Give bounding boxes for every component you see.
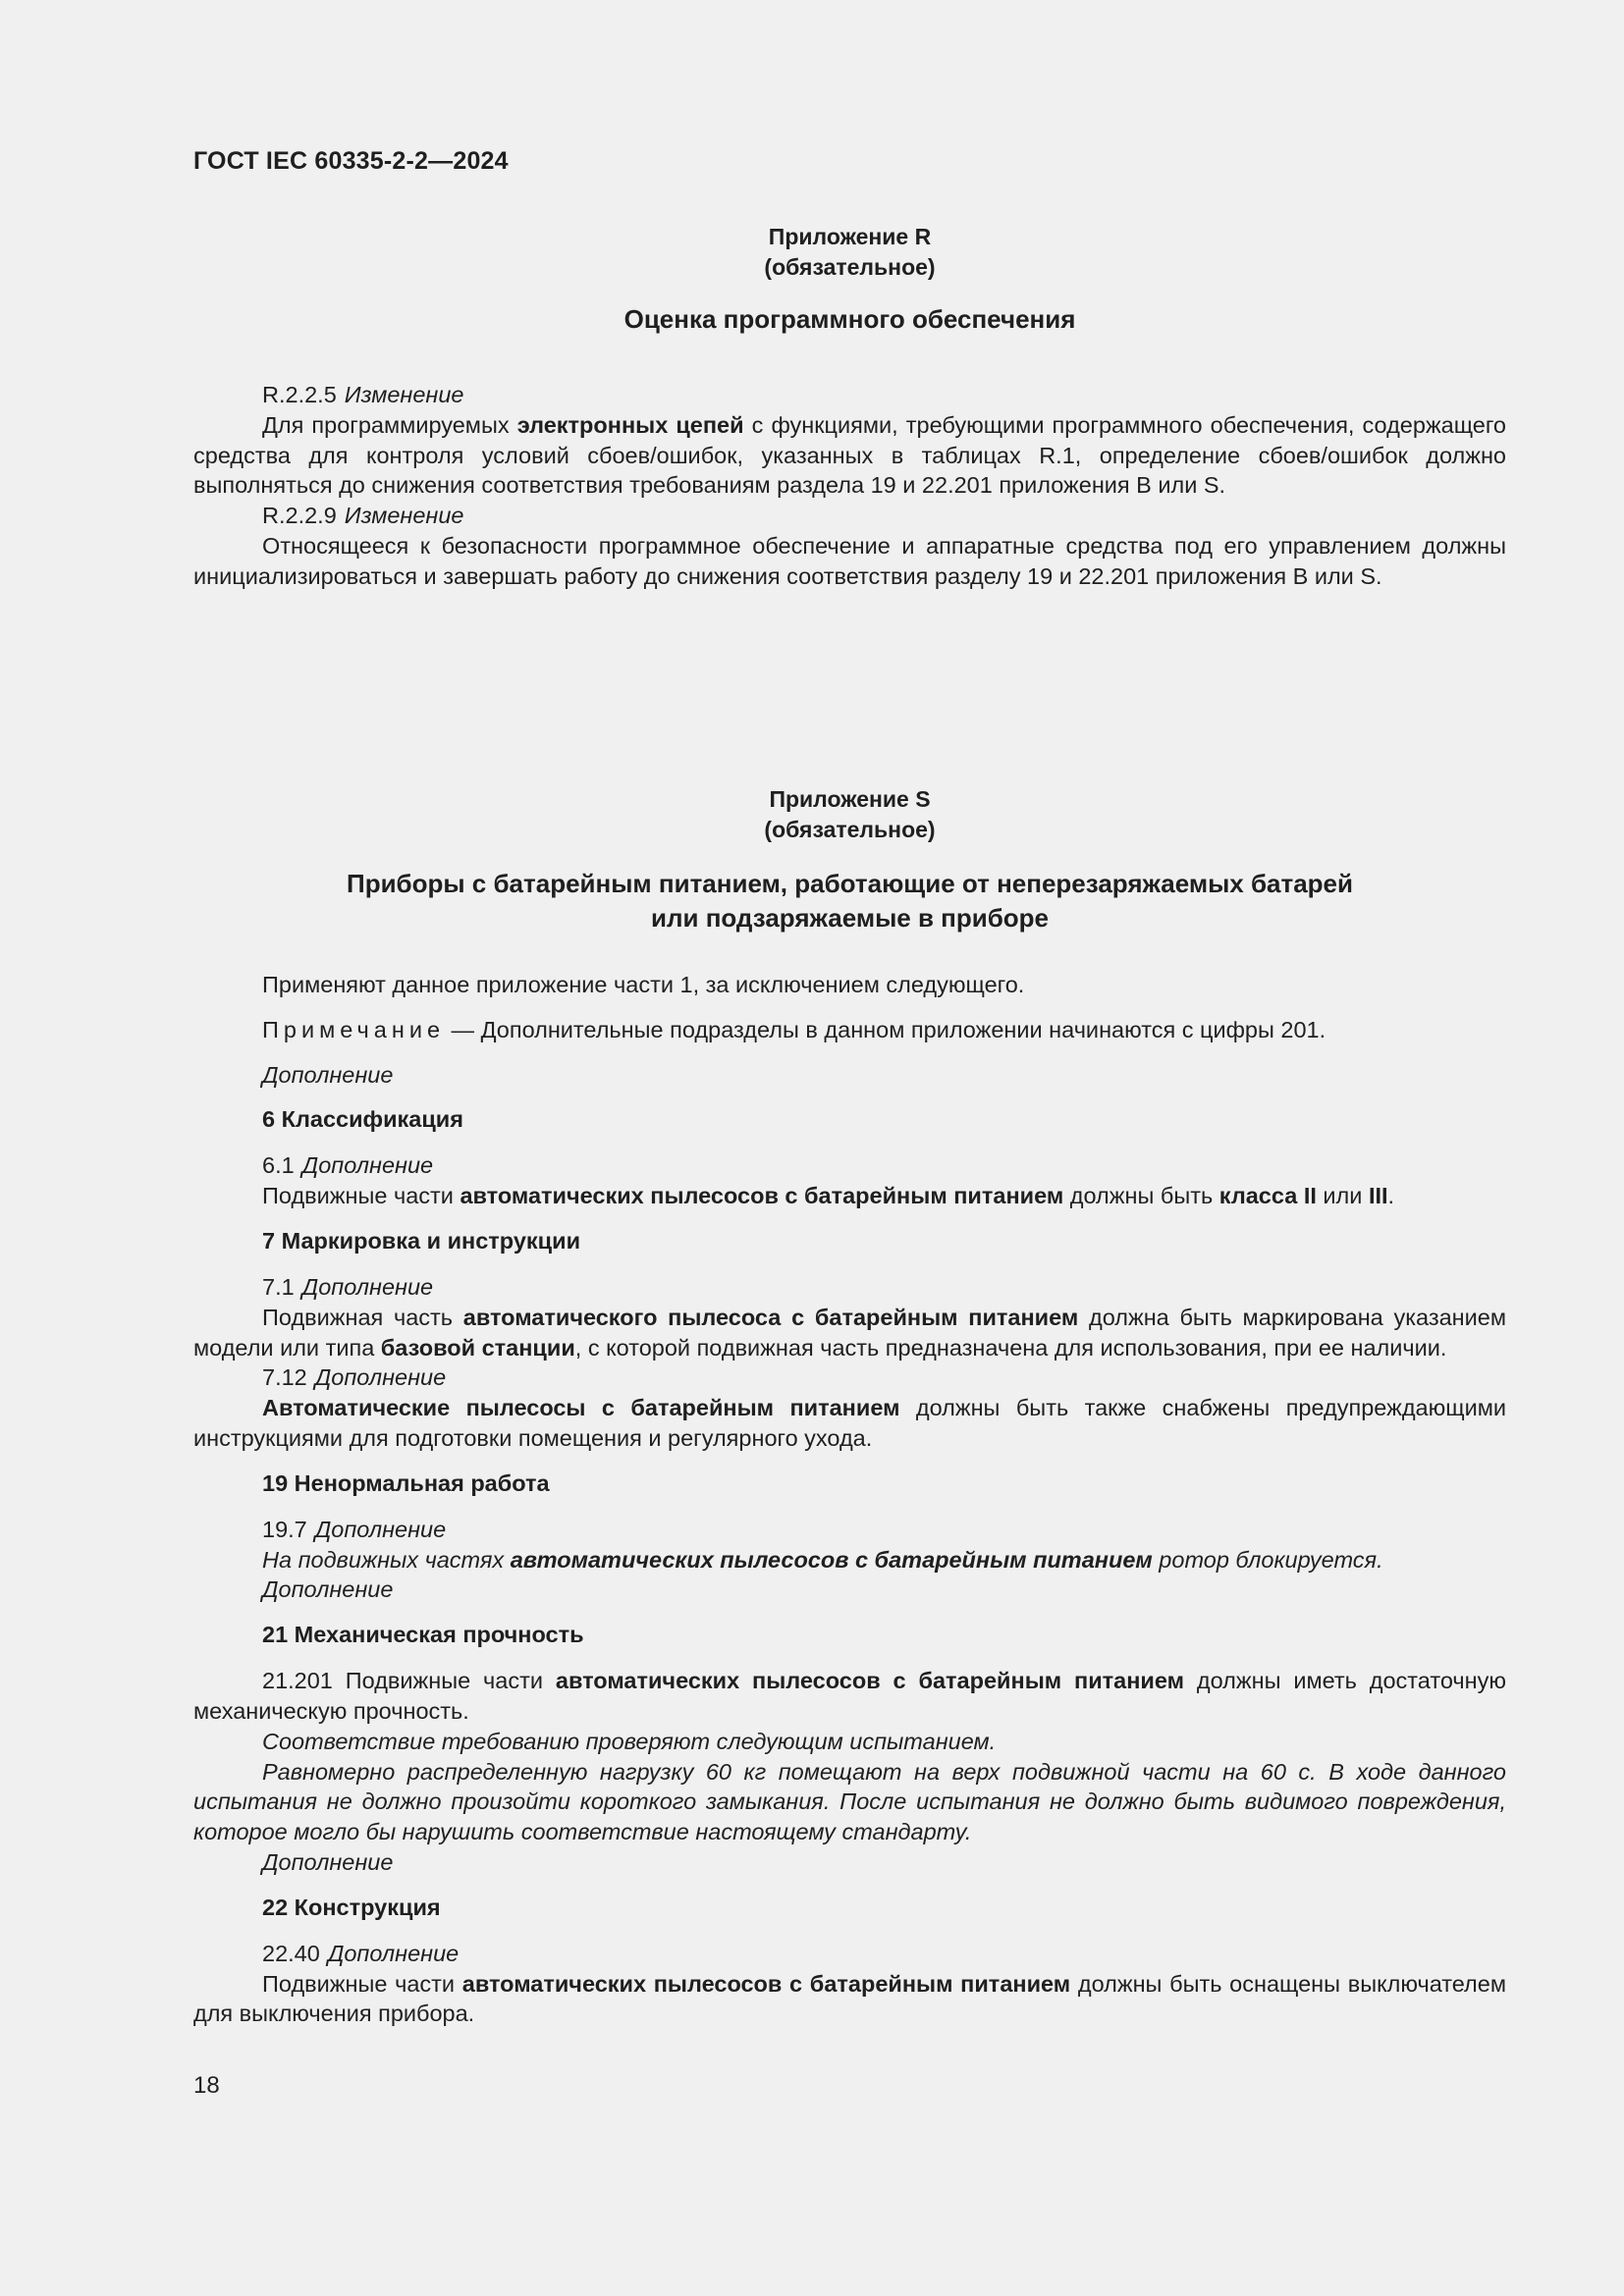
defined-term: класса II xyxy=(1218,1183,1317,1209)
section-6-title: 6 Классификация xyxy=(262,1106,463,1133)
addition-text: Дополнение xyxy=(262,1848,394,1875)
document-id-header: ГОСТ IEC 60335-2-2—2024 xyxy=(193,147,509,175)
annex-s-title: Приложение S xyxy=(769,786,931,812)
annex-s-heading-line2: или подзаряжаемые в приборе xyxy=(650,903,1050,933)
clause-6-1-heading xyxy=(193,1150,1506,1181)
text-run: должны быть также снабжены предупреждающими инструкциями для подготовки помещения и регулярного ухода. xyxy=(193,1395,1506,1451)
text-run: должна быть маркирована указанием модели или типа xyxy=(193,1304,1506,1361)
text-run: Подвижные части xyxy=(262,1970,462,1997)
document-page xyxy=(193,0,1506,2296)
annex-r-body xyxy=(193,380,1506,592)
section-19-title: 19 Ненормальная работа xyxy=(262,1469,550,1496)
clause-number: 6.1 xyxy=(262,1152,295,1179)
text-run: Подвижная часть xyxy=(262,1304,463,1330)
page-number: 18 xyxy=(193,2072,220,2099)
clause-r229-heading xyxy=(193,501,1506,531)
annex-s xyxy=(193,784,1506,935)
section-7-title: 7 Маркировка и инструкции xyxy=(262,1227,581,1254)
clause-number: 7.12 xyxy=(262,1364,307,1391)
clause-22-40-text xyxy=(193,1969,1506,2030)
clause-number: 21.201 xyxy=(262,1668,333,1694)
text-run: должны иметь достаточную механическую прочность. xyxy=(193,1668,1507,1724)
clause-6-1-text xyxy=(193,1181,1506,1211)
section-21-title: 21 Механическая прочность xyxy=(262,1622,584,1648)
defined-term: автоматических пылесосов с батарейным питанием xyxy=(460,1183,1064,1209)
compliance-text xyxy=(193,1727,1506,1757)
clause-kind: Изменение xyxy=(344,503,464,529)
clause-r225-text xyxy=(193,410,1506,501)
clause-7-12-heading xyxy=(193,1362,1506,1393)
clause-number: 7.1 xyxy=(262,1273,295,1300)
text-run: Подвижные части xyxy=(332,1668,556,1694)
text-run: Равномерно распределенную нагрузку 60 кг помещают на верх подвижной части на 60 с. В ходе данного испытания не должно произойти короткого замыкания. После испытания не должно быть видимого повреждения, которое могло бы нарушить соответствие настоящему стандарту. xyxy=(193,1758,1506,1845)
annex-r xyxy=(193,222,1506,337)
clause-kind: Дополнение xyxy=(314,1516,447,1542)
text-run: . xyxy=(1387,1183,1395,1209)
clause-kind: Дополнение xyxy=(327,1940,460,1966)
note xyxy=(193,1015,1506,1045)
clause-r229-text: Относящееся к безопасности программное обеспечение и аппаратные средства под его управлением должны инициализироваться и завершать работу до снижения соответствия разделу 19 и 22.201 приложения B или S. xyxy=(193,532,1506,589)
addition-label xyxy=(193,1575,1506,1605)
text-run: , с которой подвижная часть предназначена для использования, при ее наличии. xyxy=(574,1334,1447,1361)
text-run: должны быть оснащены выключателем для выключения прибора. xyxy=(193,1970,1506,2027)
clause-r225-heading xyxy=(193,380,1506,410)
text-run: должны быть xyxy=(1063,1183,1219,1209)
text-run: с функциями, требующими программного обеспечения, содержащего средства для контроля условий сбоев/ошибок, указанных в таблицах R.1, определение сбоев/ошибок должно выполняться до снижения соответствия требованиям раздела 19 и 22.201 приложения B или S. xyxy=(193,411,1506,499)
intro-text: Применяют данное приложение части 1, за исключением следующего. xyxy=(262,972,1025,997)
note-text: — Дополнительные подразделы в данном приложении начинаются с цифры 201. xyxy=(445,1016,1326,1042)
text-run: или xyxy=(1316,1183,1369,1209)
note-label: Примечание xyxy=(262,1016,446,1042)
addition-label xyxy=(193,1847,1506,1878)
clause-number: 19.7 xyxy=(262,1516,307,1542)
clause-kind: Изменение xyxy=(344,382,464,407)
defined-term: III xyxy=(1368,1183,1388,1209)
text-run: Подвижные части xyxy=(262,1183,460,1209)
annex-s-heading-line1: Приборы с батарейным питанием, работающие от неперезаряжаемых батарей xyxy=(347,869,1353,898)
clause-19-7-heading xyxy=(193,1515,1506,1545)
clause-7-1-heading xyxy=(193,1272,1506,1303)
clause-7-12-text xyxy=(193,1393,1506,1454)
text-run: Соответствие требованию проверяют следующим испытанием. xyxy=(262,1728,997,1754)
defined-term: электронных цепей xyxy=(516,411,744,438)
addition-text: Дополнение xyxy=(262,1576,394,1603)
text-run: Для программируемых xyxy=(262,411,517,438)
addition-label xyxy=(193,1060,1506,1091)
annex-s-body xyxy=(193,970,1506,2029)
defined-term: базовой станции xyxy=(380,1334,575,1361)
annex-r-title: Приложение R xyxy=(768,224,932,249)
annex-r-status: (обязательное) xyxy=(764,254,936,280)
annex-s-status: (обязательное) xyxy=(764,817,936,842)
clause-22-40-heading xyxy=(193,1939,1506,1969)
clause-number: 22.40 xyxy=(262,1940,320,1966)
defined-term: автоматических пылесосов с батарейным питанием xyxy=(510,1546,1153,1573)
clause-number: R.2.2.5 xyxy=(262,382,337,407)
test-text xyxy=(193,1757,1506,1847)
text-run: ротор блокируется. xyxy=(1152,1546,1383,1573)
defined-term: Автоматические пылесосы с батарейным питанием xyxy=(262,1395,900,1421)
clause-kind: Дополнение xyxy=(314,1364,447,1391)
section-22-title: 22 Конструкция xyxy=(262,1894,441,1920)
clause-kind: Дополнение xyxy=(301,1152,434,1179)
annex-r-heading: Оценка программного обеспечения xyxy=(623,304,1076,334)
defined-term: автоматического пылесоса с батарейным питанием xyxy=(462,1304,1079,1330)
clause-number: R.2.2.9 xyxy=(262,503,337,529)
clause-21-201-text xyxy=(193,1666,1506,1727)
clause-19-7-text xyxy=(193,1545,1506,1575)
text-run: На подвижных частях xyxy=(262,1546,511,1573)
clause-7-1-text xyxy=(193,1303,1506,1363)
clause-kind: Дополнение xyxy=(301,1273,434,1300)
defined-term: автоматических пылесосов с батарейным питанием xyxy=(461,1970,1071,1997)
defined-term: автоматических пылесосов с батарейным питанием xyxy=(555,1668,1185,1694)
addition-text: Дополнение xyxy=(262,1061,394,1088)
